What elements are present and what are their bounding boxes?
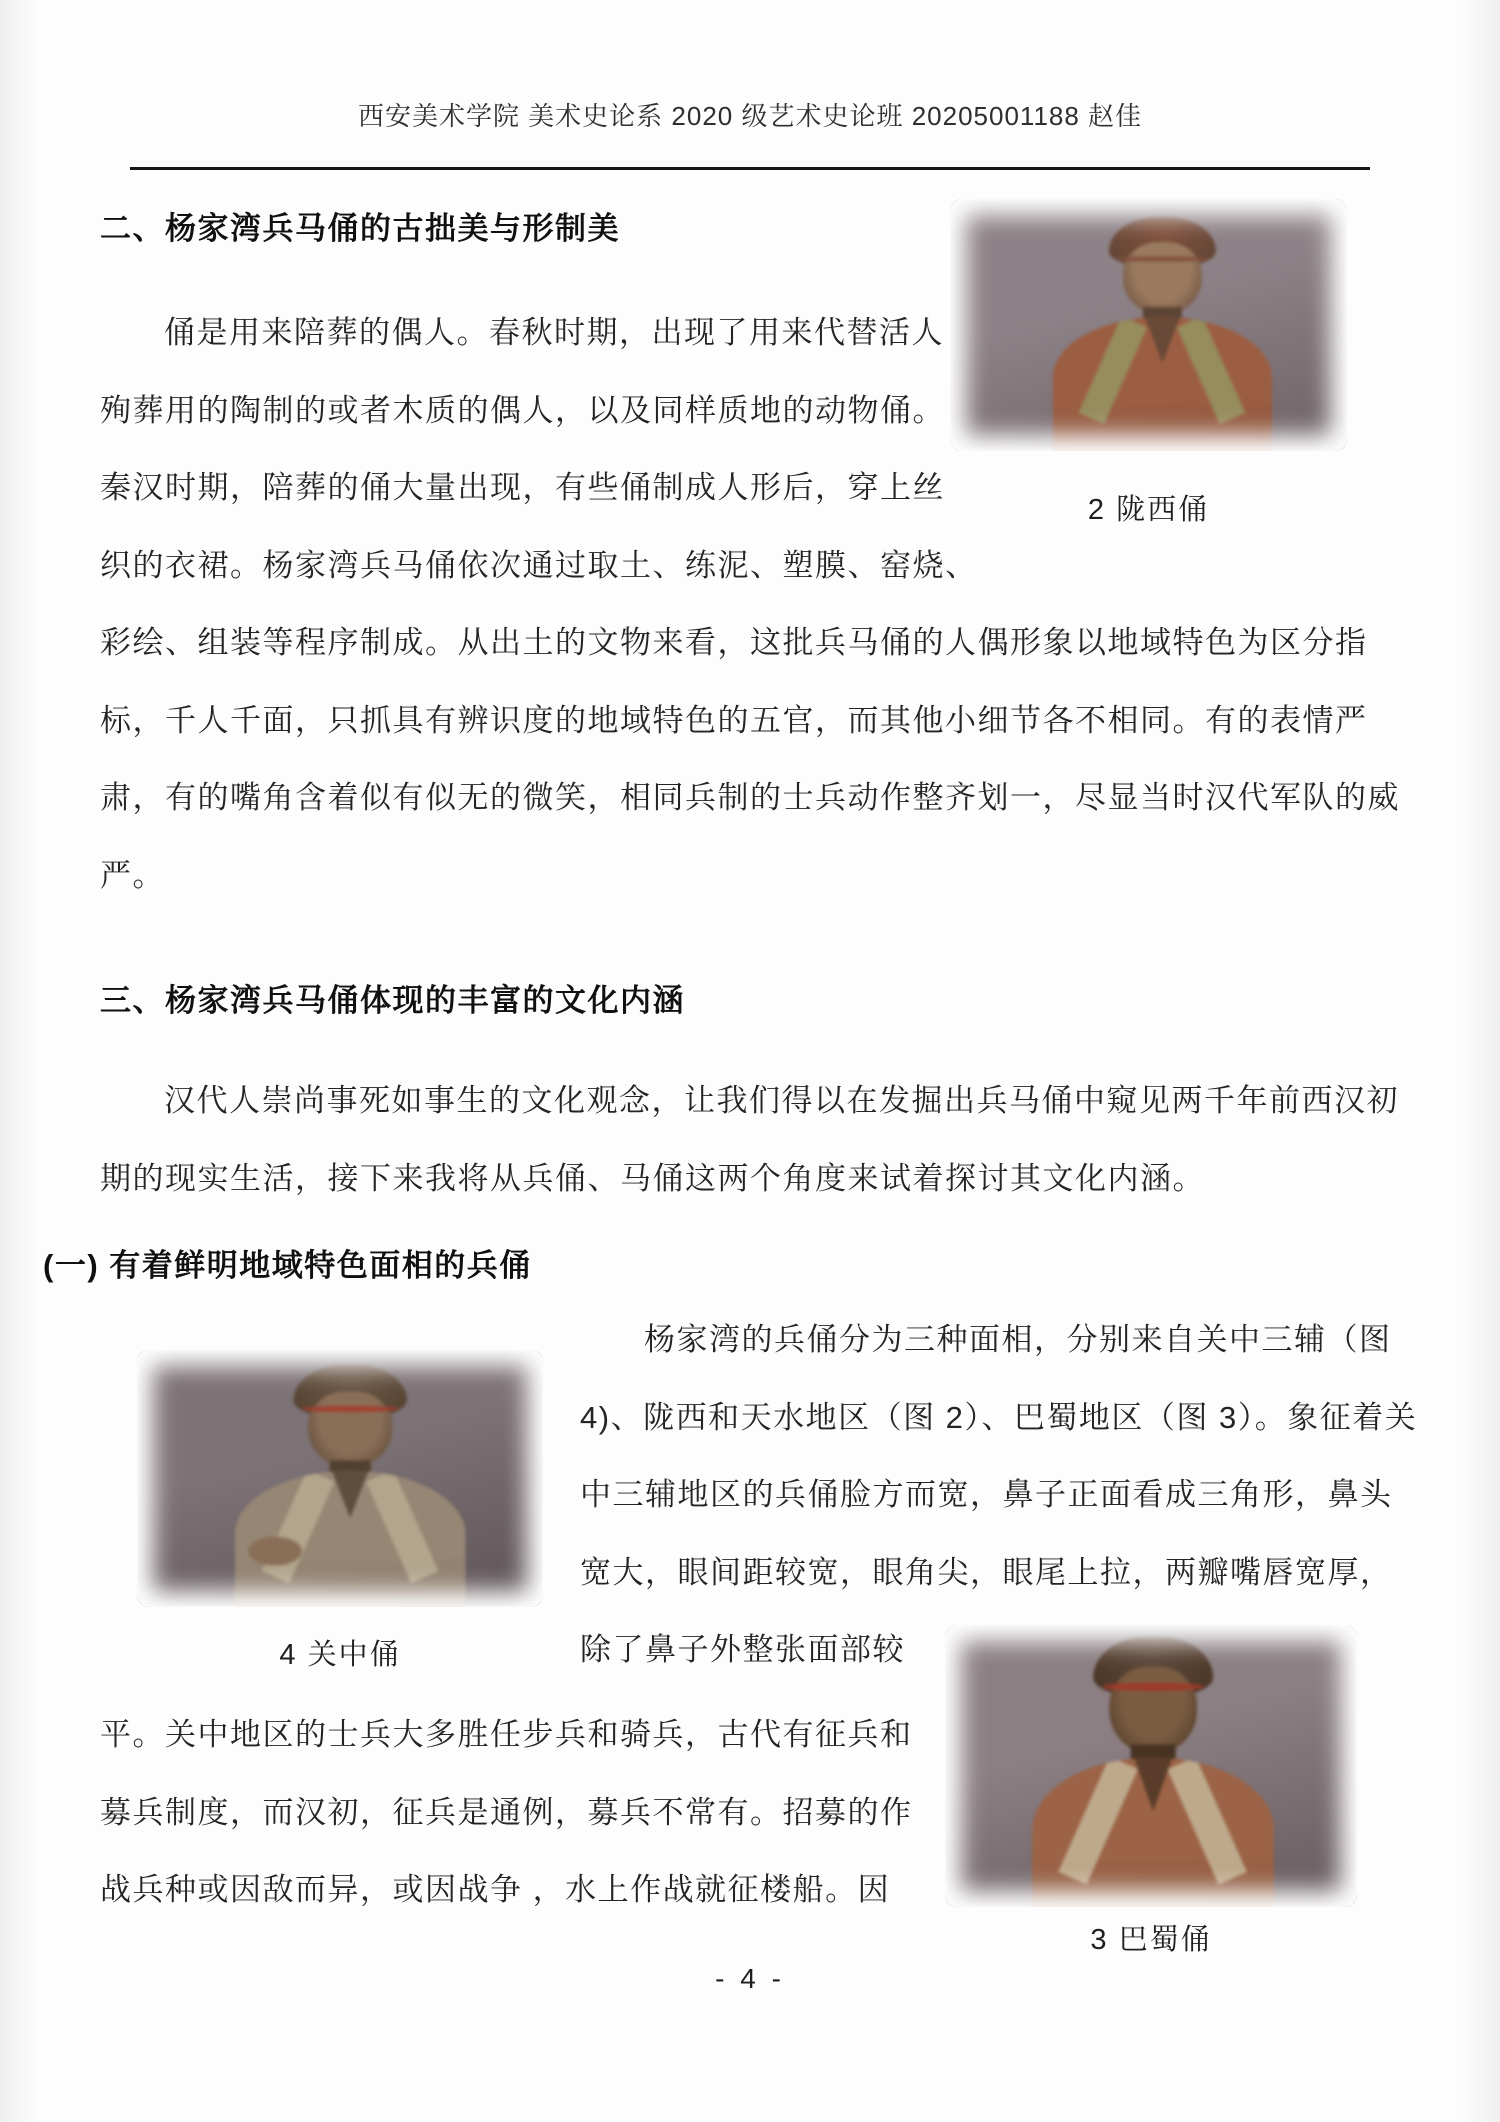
page-header: 西安美术学院 美术史论系 2020 级艺术史论班 20205001188 赵佳	[357, 101, 1143, 131]
figurine-headband	[1102, 1683, 1203, 1691]
section-heading-2: 二、杨家湾兵马俑的古拙美与形制美	[100, 211, 620, 246]
body-line: 4)、陇西和天水地区（图 2）、巴蜀地区（图 3）。象征着关	[580, 1399, 1418, 1435]
paragraph-subsection-full-width	[100, 1696, 913, 1929]
figurine-collar	[1168, 1757, 1248, 1885]
figurine-face	[1123, 242, 1202, 315]
figure-caption-longxi: 2 陇西俑	[1087, 494, 1210, 526]
subsection-heading-1: (一) 有着鲜明地域特色面相的兵俑	[43, 1248, 532, 1283]
figurine-face	[1109, 1666, 1197, 1753]
header-divider	[130, 167, 1370, 170]
figurine-vneck	[332, 1471, 369, 1519]
body-line: 殉葬用的陶制的或者木质的偶人，以及同样质地的动物俑。	[100, 392, 945, 428]
body-line: 织的衣裙。杨家湾兵马俑依次通过取土、练泥、塑膜、窑烧、	[100, 547, 978, 583]
body-line: 战兵种或因敌而异，或因战争 ，水上作战就征楼船。因	[100, 1872, 891, 1907]
body-line: 秦汉时期，陪葬的俑大量出现，有些俑制成人形后，穿上丝	[100, 470, 945, 505]
body-line: 标，千人千面，只抓具有辨识度的地域特色的五官，而其他小细节各不相同。有的表情严	[100, 702, 1368, 738]
figurine-illustration	[945, 1625, 1357, 1907]
figure-caption-bashu: 3 巴蜀俑	[1090, 1924, 1212, 1956]
figurine-collar	[1058, 1757, 1138, 1885]
figurine-illustration	[962, 199, 1347, 451]
body-line: 肃，有的嘴角含着似有似无的微笑，相同兵制的士兵动作整齐划一，尽显当时汉代军队的威	[100, 780, 1400, 815]
figurine-torso	[1053, 317, 1271, 451]
figurine-vneck	[1134, 1757, 1173, 1811]
section-heading-3: 三、杨家湾兵马俑体现的丰富的文化内涵	[100, 983, 685, 1018]
figurine-vneck	[1145, 317, 1180, 362]
page-number: - 4 -	[715, 1963, 785, 1994]
body-line: 宽大，眼间距较宽，眼角尖，眼尾上拉，两瓣嘴唇宽厚，	[580, 1554, 1393, 1590]
body-line: 平。关中地区的士兵大多胜任步兵和骑兵，古代有征兵和	[100, 1717, 913, 1752]
figurine-collar	[1079, 317, 1148, 424]
figure-caption-guanzhong: 4 关中俑	[279, 1639, 401, 1671]
figurine-illustration	[139, 1350, 543, 1607]
body-line: 杨家湾的兵俑分为三种面相，分别来自关中三辅（图	[644, 1322, 1392, 1357]
longxi-figurine-photo	[950, 199, 1347, 451]
bashu-figurine-photo	[945, 1625, 1357, 1907]
figurine-collar	[366, 1471, 439, 1583]
paragraph-section3	[100, 1062, 1399, 1217]
body-line: 募兵制度，而汉初，征兵是通例，募兵不常有。招募的作	[100, 1794, 913, 1830]
body-line: 彩绘、组装等程序制成。从出土的文物来看，这批兵马俑的人偶形象以地域特色为区分指	[100, 625, 1368, 660]
body-line: 中三辅地区的兵俑脸方而宽，鼻子正面看成三角形，鼻头	[580, 1477, 1393, 1512]
guanzhong-figurine-photo	[137, 1350, 543, 1607]
figurine-collar	[1177, 317, 1246, 424]
body-line: 除了鼻子外整张面部较	[580, 1632, 905, 1667]
body-line: 俑是用来陪葬的偶人。春秋时期，出现了用来代替活人	[164, 315, 944, 350]
figurine-torso	[1032, 1757, 1274, 1907]
body-line: 汉代人崇尚事死如事生的文化观念，让我们得以在发掘出兵马俑中窥见两千年前西汉初	[164, 1083, 1399, 1118]
figurine-collar	[262, 1471, 335, 1583]
body-line: 严。	[100, 857, 165, 893]
body-line: 期的现实生活，接下来我将从兵俑、马俑这两个角度来试着探讨其文化内涵。	[100, 1160, 1205, 1196]
figurine-face	[308, 1391, 392, 1468]
